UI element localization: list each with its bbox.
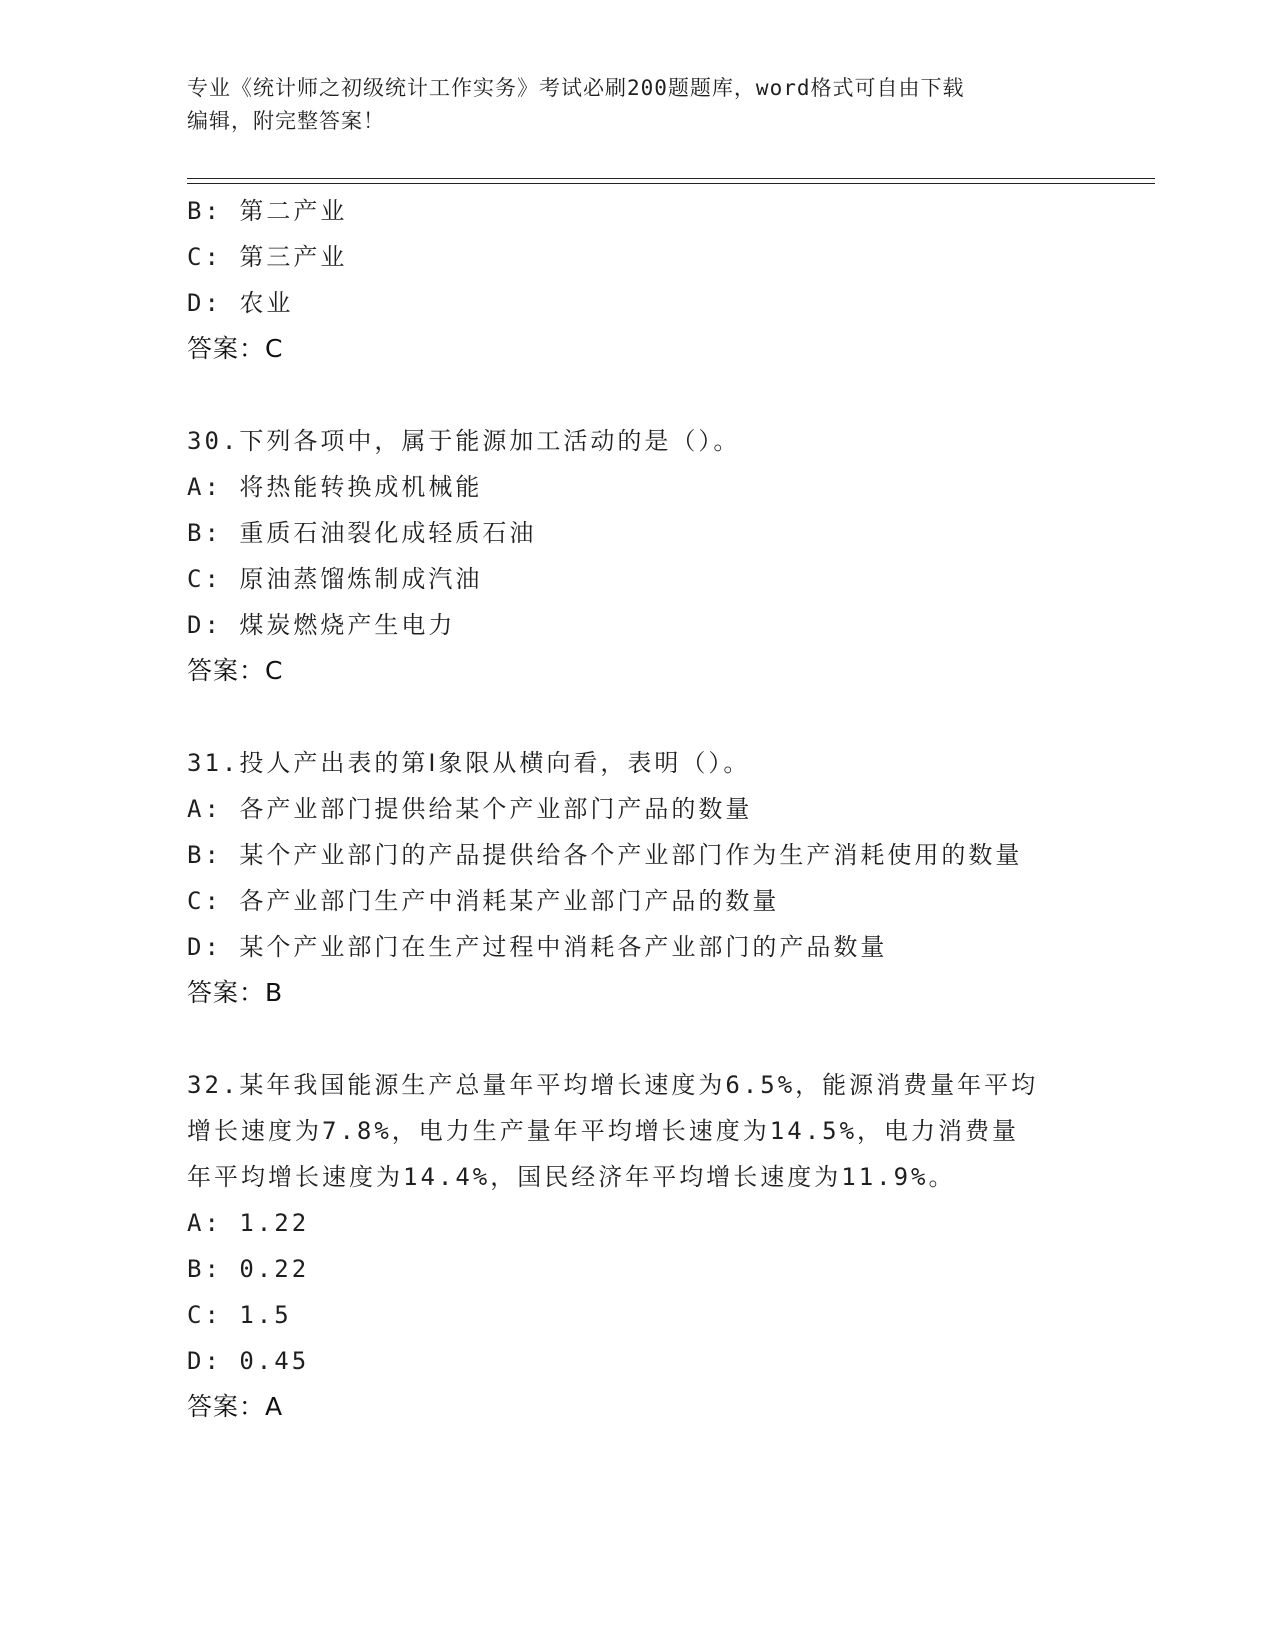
question-32 [187, 1062, 1127, 1430]
question-30 [187, 418, 1127, 694]
document-header [187, 72, 1087, 138]
question-stem: 30.下列各项中，属于能源加工活动的是（）。 [187, 427, 741, 455]
header-divider-bottom [187, 183, 1155, 184]
option-d: D: 煤炭燃烧产生电力 [187, 611, 456, 639]
option-a: A: 将热能转换成机械能 [187, 473, 483, 501]
prev-question-block [187, 188, 1127, 372]
option-c: C: 原油蒸馏炼制成汽油 [187, 565, 483, 593]
spacer [187, 372, 1127, 418]
answer-line: 答案：A [187, 1392, 284, 1421]
option-b: B: 第二产业 [187, 197, 348, 225]
option-b: B: 0.22 [187, 1255, 310, 1283]
spacer [187, 1016, 1127, 1062]
option-b: B: 某个产业部门的产品提供给各个产业部门作为生产消耗使用的数量 [187, 841, 1023, 869]
option-d: D: 0.45 [187, 1347, 310, 1375]
option-c: C: 各产业部门生产中消耗某产业部门产品的数量 [187, 887, 780, 915]
header-divider-top [187, 178, 1155, 179]
answer-line: 答案：C [187, 334, 284, 363]
question-stem-line-2: 增长速度为7.8%，电力生产量年平均增长速度为14.5%，电力消费量 [187, 1117, 1020, 1145]
answer-line: 答案：B [187, 978, 284, 1007]
option-d: D: 农业 [187, 289, 294, 317]
answer-line: 答案：C [187, 656, 284, 685]
question-stem: 31.投人产出表的第Ⅰ象限从横向看，表明（）。 [187, 749, 751, 777]
option-c: C: 第三产业 [187, 243, 348, 271]
option-b: B: 重质石油裂化成轻质石油 [187, 519, 537, 547]
option-a: A: 1.22 [187, 1209, 310, 1237]
option-d: D: 某个产业部门在生产过程中消耗各产业部门的产品数量 [187, 933, 888, 961]
option-c: C: 1.5 [187, 1301, 292, 1329]
question-stem-line-1: 32.某年我国能源生产总量年平均增长速度为6.5%，能源消费量年平均 [187, 1071, 1039, 1099]
option-a: A: 各产业部门提供给某个产业部门产品的数量 [187, 795, 753, 823]
spacer [187, 694, 1127, 740]
header-title-line-1: 专业《统计师之初级统计工作实务》考试必刷200题题库，word格式可自由下载 [187, 76, 965, 100]
question-stem-line-3: 年平均增长速度为14.4%，国民经济年平均增长速度为11.9%。 [187, 1163, 956, 1191]
header-title-line-2: 编辑，附完整答案！ [187, 109, 385, 133]
document-body [187, 188, 1127, 1430]
question-31 [187, 740, 1127, 1016]
